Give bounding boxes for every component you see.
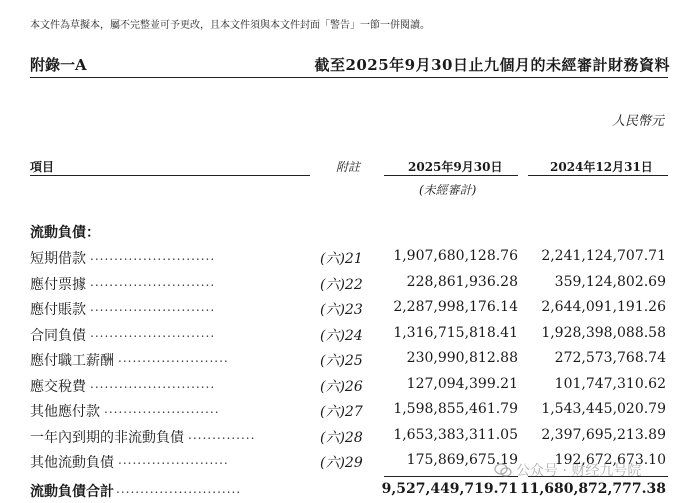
row-value-2024: 1,928,398,088.58 [541, 325, 666, 341]
page-title: 截至2025年9月30日止九個月的未經審計財務資料 [314, 56, 670, 74]
row-value-2025: 175,869,675.19 [406, 452, 518, 468]
row-value-2024: 359,124,802.69 [554, 274, 666, 290]
total-value-2024: 11,680,872,777.38 [519, 481, 666, 497]
table-row [0, 248, 692, 268]
wechat-icon [494, 463, 512, 477]
row-note: (六)27 [320, 404, 363, 420]
row-note: (六)23 [320, 302, 363, 318]
row-note: (六)22 [320, 277, 363, 293]
leader-dots: .............. [188, 428, 256, 442]
row-value-2025: 127,094,399.21 [406, 376, 518, 392]
title-rule [30, 77, 668, 78]
row-label: 應付票據 [30, 277, 86, 293]
row-value-2025: 2,287,998,176.14 [393, 299, 518, 315]
leader-dots: .......................... [90, 326, 216, 340]
row-value-2024: 101,747,310.62 [554, 376, 666, 392]
row-value-2025: 1,598,855,461.79 [393, 401, 518, 417]
column-header-note: 附註 [336, 160, 361, 174]
row-label: 短期借款 [30, 251, 86, 267]
total-label: 流動負債合計 [30, 484, 114, 500]
row-note: (六)26 [320, 379, 363, 395]
row-note: (六)24 [320, 328, 363, 344]
row-note: (六)29 [320, 455, 363, 471]
leader-dots: .......................... [90, 300, 216, 314]
column-header-2025: 2025年9月30日 [408, 160, 503, 174]
row-value-2025: 1,653,383,311.05 [393, 427, 518, 443]
row-label: 應付賬款 [30, 302, 86, 318]
row-value-2024: 1,543,445,020.79 [541, 401, 666, 417]
draft-notice: 本文件為草擬本，屬不完整並可予更改，且本文件須與本文件封面「警告」一節一併閱讀。 [30, 20, 430, 31]
appendix-label: 附錄一A [30, 56, 87, 74]
row-label: 應付職工薪酬 [30, 353, 114, 369]
row-label: 一年內到期的非流動負債 [30, 430, 184, 446]
row-value-2024: 192,672,673.10 [554, 452, 666, 468]
leader-dots: ........................ [104, 402, 220, 416]
row-label: 其他流動負債 [30, 455, 114, 471]
row-value-2025: 230,990,812.88 [406, 350, 518, 366]
row-note: (六)25 [320, 353, 363, 369]
column-header-item: 項目 [30, 160, 55, 174]
total-row [0, 481, 692, 501]
table-row [0, 325, 692, 345]
table-row [0, 376, 692, 396]
table-row [0, 299, 692, 319]
row-note: (六)21 [320, 251, 363, 267]
currency-label: 人民幣元 [611, 114, 664, 129]
leader-dots: .......................... [90, 275, 216, 289]
table-row [0, 350, 692, 370]
watermark [494, 460, 641, 480]
total-value-2025: 9,527,449,719.71 [381, 481, 518, 497]
row-value-2025: 228,861,936.28 [406, 274, 518, 290]
item-header-rule [30, 175, 310, 176]
row-value-2025: 1,316,715,818.41 [393, 325, 518, 341]
table-row [0, 401, 692, 421]
row-value-2024: 2,241,124,707.71 [541, 248, 666, 264]
watermark-text: 公众号 · 财经九号院 [516, 463, 642, 479]
row-note: (六)28 [320, 430, 363, 446]
row-value-2024: 2,644,091,191.26 [541, 299, 666, 315]
leader-dots: .......................... [90, 249, 216, 263]
leader-dots: .......................... [90, 377, 216, 391]
column-header-2024: 2024年12月31日 [550, 160, 653, 174]
row-label: 應交稅費 [30, 379, 86, 395]
row-label: 合同負債 [30, 328, 86, 344]
table-row [0, 427, 692, 447]
row-label: 其他應付款 [30, 404, 100, 420]
row-value-2024: 2,397,695,213.89 [541, 427, 666, 443]
row-value-2024: 272,573,768.74 [554, 350, 666, 366]
section-title: 流動負債： [30, 225, 100, 241]
col1-header-rule [384, 175, 518, 176]
row-value-2025: 1,907,680,128.76 [393, 248, 518, 264]
unaudited-note: (未經審計) [419, 183, 477, 197]
leader-dots: ....................... [118, 351, 229, 365]
leader-dots: .......................... [116, 482, 242, 496]
col2-header-rule [528, 175, 668, 176]
table-row [0, 274, 692, 294]
leader-dots: ....................... [118, 453, 229, 467]
